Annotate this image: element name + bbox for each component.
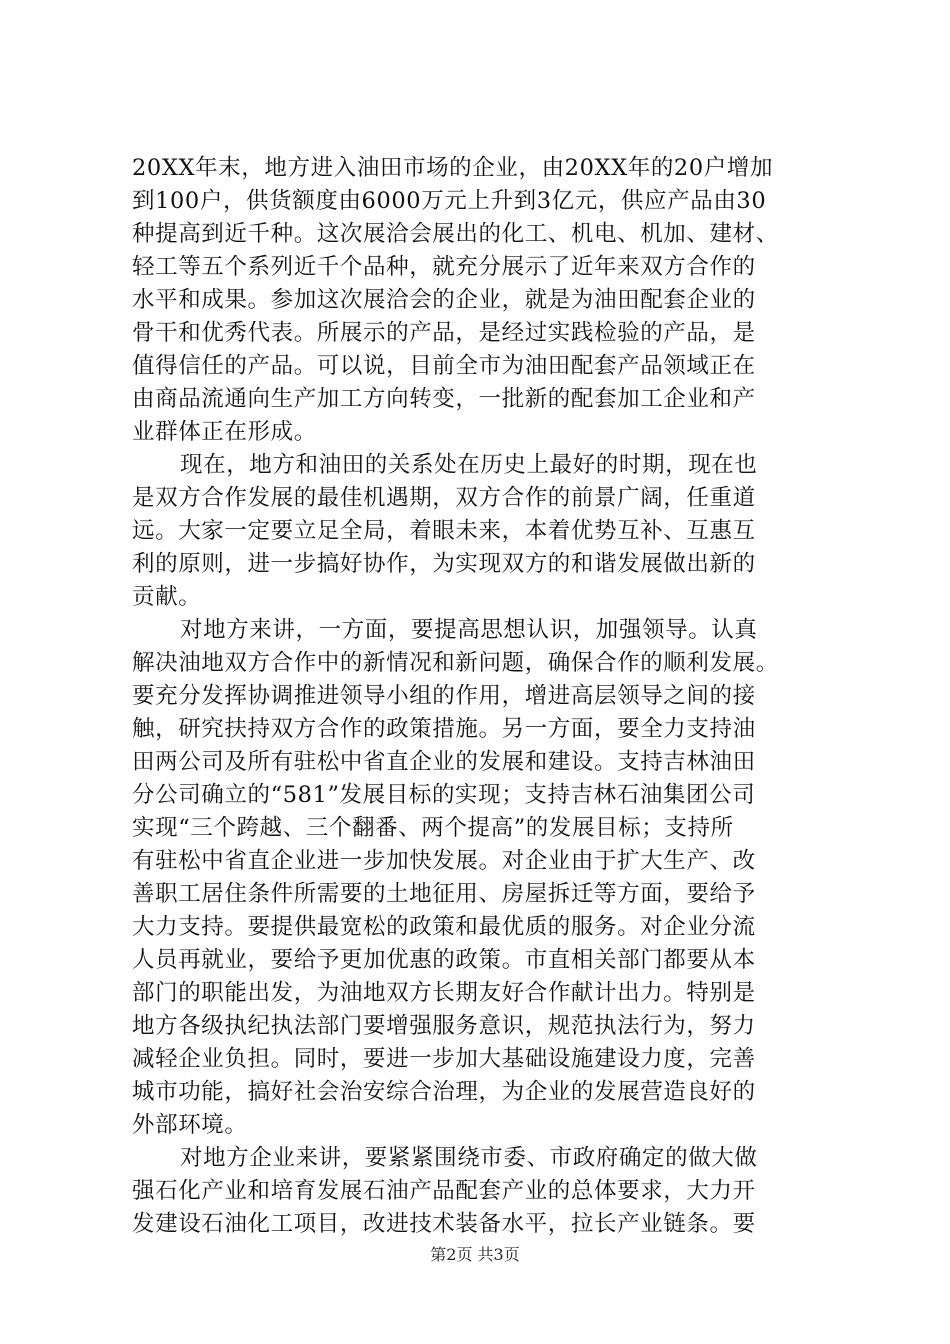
text-line: 利的原则，进一步搞好协作，为实现双方的和谐发展做出新的 <box>132 551 756 577</box>
text-line: 由商品流通向生产加工方向转变，一批新的配套加工企业和产 <box>132 386 756 412</box>
paragraph-first-line: 现在，地方和油田的关系处在历史上最好的时期，现在也 <box>180 452 758 478</box>
text-line: 实现“三个跨越、三个翻番、两个提高”的发展目标；支持所 <box>132 815 734 841</box>
text-line: 贡献。 <box>132 584 202 610</box>
text-line: 外部环境。 <box>132 1112 248 1138</box>
text-line: 发建设石油化工项目，改进技术装备水平，拉长产业链条。要 <box>132 1211 756 1237</box>
text-line: 值得信任的产品。可以说，目前全市为油田配套产品领域正在 <box>132 353 756 379</box>
page-footer <box>0 1244 950 1266</box>
paragraph-first-line: 对地方企业来讲，要紧紧围绕市委、市政府确定的做大做 <box>180 1145 758 1171</box>
text-line: 远。大家一定要立足全局，着眼未来，本着优势互补、互惠互 <box>132 518 756 544</box>
text-line: 轻工等五个系列近千个品种，就充分展示了近年来双方合作的 <box>132 254 756 280</box>
text-line: 骨干和优秀代表。所展示的产品，是经过实践检验的产品，是 <box>132 320 756 346</box>
text-line: 种提高到近千种。这次展洽会展出的化工、机电、机加、建材、 <box>132 221 779 247</box>
text-line: 业群体正在形成。 <box>132 419 317 445</box>
text-line: 是双方合作发展的最佳机遇期，双方合作的前景广阔，任重道 <box>132 485 756 511</box>
text-line: 田两公司及所有驻松中省直企业的发展和建设。支持吉林油田 <box>132 749 756 775</box>
text-line: 减轻企业负担。同时，要进一步加大基础设施建设力度，完善 <box>132 1046 756 1072</box>
page-number: 第2页 共3页 <box>430 1245 520 1264</box>
paragraph-first-line: 对地方来讲，一方面，要提高思想认识，加强领导。认真 <box>180 617 758 643</box>
text-line: 分公司确立的“581”发展目标的实现；支持吉林石油集团公司 <box>132 782 756 808</box>
text-line: 水平和成果。参加这次展洽会的企业，就是为油田配套企业的 <box>132 287 756 313</box>
text-line: 触，研究扶持双方合作的政策措施。另一方面，要全力支持油 <box>132 716 756 742</box>
body-text <box>132 152 832 1241</box>
text-line: 大力支持。要提供最宽松的政策和最优质的服务。对企业分流 <box>132 914 756 940</box>
text-line: 强石化产业和培育发展石油产品配套产业的总体要求，大力开 <box>132 1178 756 1204</box>
text-line: 部门的职能出发，为油地双方长期友好合作献计出力。特别是 <box>132 980 756 1006</box>
text-line: 到100户，供货额度由6000万元上升到3亿元，供应产品由30 <box>132 188 767 214</box>
text-line: 解决油地双方合作中的新情况和新问题，确保合作的顺利发展。 <box>132 650 779 676</box>
text-line: 城市功能，搞好社会治安综合治理，为企业的发展营造良好的 <box>132 1079 756 1105</box>
text-line: 有驻松中省直企业进一步加快发展。对企业由于扩大生产、改 <box>132 848 756 874</box>
text-line: 20XX年末，地方进入油田市场的企业，由20XX年的20户增加 <box>132 155 774 181</box>
text-line: 地方各级执纪执法部门要增强服务意识，规范执法行为，努力 <box>132 1013 756 1039</box>
text-line: 要充分发挥协调推进领导小组的作用，增进高层领导之间的接 <box>132 683 756 709</box>
text-line: 善职工居住条件所需要的土地征用、房屋拆迁等方面，要给予 <box>132 881 756 907</box>
text-line: 人员再就业，要给予更加优惠的政策。市直相关部门都要从本 <box>132 947 756 973</box>
